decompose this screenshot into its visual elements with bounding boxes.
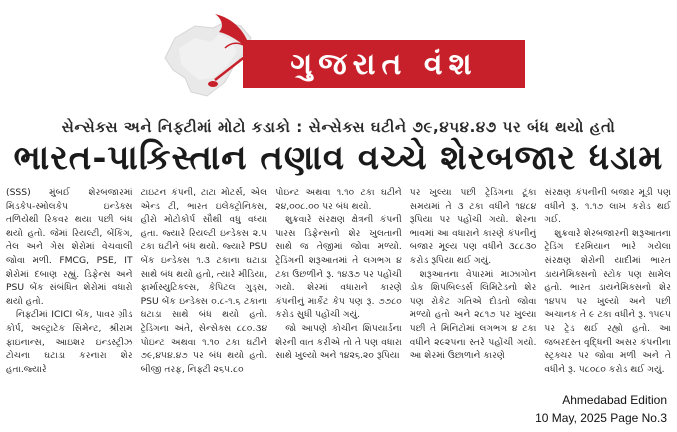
article-paragraph: સંરક્ષણ કંપનીની બજાર મૂડી પણ વધીને રૂ. ૧.૧૭ લાખ કરોડ થઈ ગઈ.: [544, 187, 671, 226]
article-subheadline: સેન્સેક્સ અને નિફ્ટીમાં મોટો કડાકો : સેન્સેક્સ ઘટીને ૭૯,૪૫૪.૪૭ પર બંધ થયો હતો: [61, 118, 616, 136]
article-paragraph: (SSS) મુંબઈ શેરબજારમાં મિડકેપ-સ્મોલકેપ ઇન્ડેક્સ તળિયેથી રિકવર થયા પછી બંધ થયો હતો. જેમાં રિયલ્ટી, બેંકિંગ, તેલ અને ગેસ શેરોમાં વેચવાલી જોવા મળી. FMCG, PSE, IT શેરોમાં દબાણ રહ્યું. ડિફેન્સ અને PSU બેંક સંબંધિત શેરોમાં વધારો થયો હતો.: [6, 187, 133, 307]
article-column-4: [410, 186, 537, 380]
brand-banner: [243, 40, 525, 88]
article-column-5: [544, 186, 671, 380]
article-paragraph: જો આપણે કોચીન શિપયાર્ડના શેરની વાત કરીએ તો તે પણ વધારા સાથે ખુલ્યો અને ૧૪૨૬.૨૦ રૂપિયા: [275, 322, 402, 362]
article-paragraph: શરૂઆતના વેપારમાં માઝાગોન ડોક શિપબિલ્ડર્સ લિમિટેડનો શેર પણ રોકેટ ગતિએ દોડતો જોવા મળ્યો હતો અને ૨૮૧૭ પર ખુલ્યા પછી તે મિનિટોમાં લગભગ ૪ ટકા વધીને ૨૯૨૫ના સ્તરે પહોંચી ગયો. આ શેરમાં ઉછાળાને કારણે: [409, 268, 537, 362]
newspaper-name: ગુજરાત વંશ: [290, 46, 478, 82]
article-body: [6, 186, 671, 380]
article-column-2: [141, 186, 268, 380]
edition-info: [535, 391, 667, 427]
article-column-3: [275, 186, 402, 380]
article-paragraph: પર ખુલ્યા પછી ટ્રેડિંગના ટૂંકા સમયમાં તે ૩ ટકા વધીને ૧૪૮૪ રૂપિયા પર પહોંચી ગયો. શેરના ભાવમાં આ વધારાને કારણે કંપનીનું બજાર મૂલ્ય પણ વધીને ૩૮૮૩૦ કરોડ રૂપિયા થઈ ગયું.: [409, 187, 537, 266]
edition-name: Ahmedabad Edition: [562, 393, 667, 407]
article-paragraph: ટાઇટન કંપની, ટાટા મોટર્સ, એલ એન્ડ ટી, ભારત ઇલેક્ટ્રોનિક્સ, હીરો મોટોકોર્પ સૌથી વધુ વધ્યા હતા. જ્યારે રિયલ્ટી ઇન્ડેક્સ ૨.૫ ટકા ઘટીને બંધ થયો. જ્યારે PSU બેંક ઇન્ડેક્સ ૧.૩ ટકાના ઘટાડા સાથે બંધ થયો હતો, ત્યારે મીડિયા, ફાર્માસ્યુટિકલ્સ, કેપિટલ ગુડ્સ, PSU બેંક ઇન્ડેક્સ ૦.૮-૧.૬ ટકાના ઘટાડા સાથે બંધ થયો હતો. ટ્રેડિંગના અંતે, સેન્સેક્સ ૮૮૦.૩૪ પોઇન્ટ અથવા ૧.૧૦ ટકા ઘટીને ૭૯,૪૫૪.૪૭ પર બંધ થયો હતો. બીજી તરફ, નિફ્ટી ૨૬૫.૮૦: [140, 187, 268, 375]
article-paragraph: શુક્રવારે સંરક્ષણ ક્ષેત્રની કંપની પારસ ડિફેન્સનો શેર ખુલતાની સાથે જ તેજીમાં જોવા મળ્યો. ટ્રેડિંગની શરૂઆતમાં તે લગભગ ૪ ટકા ઉછળીને રૂ. ૧૪૩૭ પર પહોંચી ગયો. શેરમાં વધારાને કારણે કંપનીનું માર્કેટ કેપ પણ રૂ. ૭૭૮૦ કરોડ સુધી પહોંચી ગયું.: [275, 214, 402, 321]
article-column-1: [6, 186, 133, 380]
article-headline: ભારત-પાકિસ્તાન તણાવ વચ્ચે શેરબજાર ધડામ: [13, 138, 664, 178]
article-paragraph: પોઇન્ટ અથવા ૧.૧૦ ટકા ઘટીને ૨૪,૦૦૮.૦૦ પર બંધ થયો.: [275, 187, 402, 212]
article-paragraph: શુક્રવારે શેરબજારની શરૂઆતના ટ્રેડિંગ દરમિયાન ભારે ગયેલા સંરક્ષણ શેરોની યાદીમાં ભારત ડાયનેમિક્સનો સ્ટોક પણ સામેલ હતો. ભારત ડાયનેમિક્સનો શેર ૧૪૫૫ પર ખુલ્યો અને પછી અચાનક તે ૯ ટકા વધીને રૂ. ૧૫૯૫ પર ટ્રેડ થઈ રહ્યો હતો. આ જબરદસ્ત વૃદ્ધિની અસર કંપનીના સ્ટ્રક્ચર પર જોવા મળી અને તે વધીને રૂ. ૫૮૦૮૦ કરોડ થઈ ગયું.: [544, 227, 671, 375]
article-paragraph: નિફ્ટીમાં ICICI બેંક, પાવર ગ્રીડ કોર્પ, અલ્ટ્રાટેક સિમેન્ટ, શ્રીરામ ફાઇનાન્સ, આઇશર ઇન્ડસ્ટ્રીઝ ટોચના ઘટાડા કરનારા શેર હતા.જ્યારે: [6, 309, 133, 375]
edition-date-page: 10 May, 2025 Page No.3: [535, 411, 667, 425]
masthead: [155, 8, 525, 108]
